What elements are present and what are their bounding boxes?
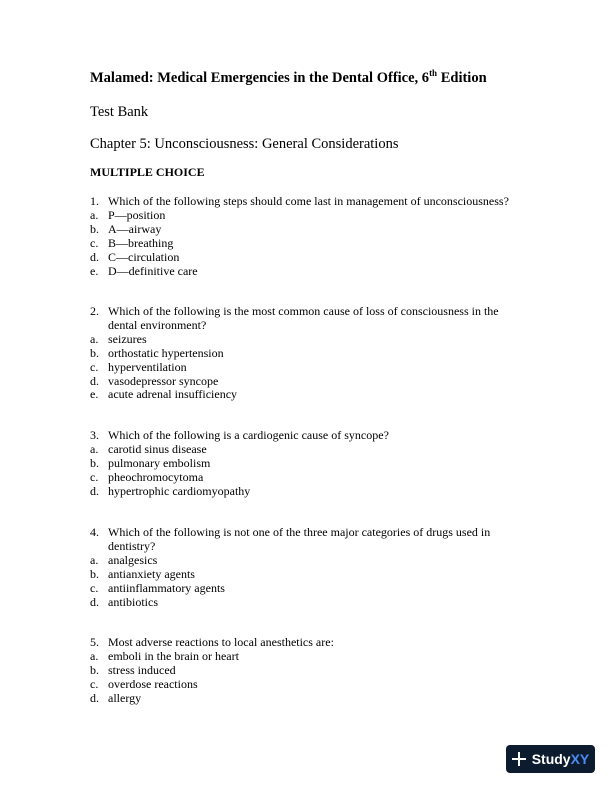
option-text: allergy <box>108 690 142 705</box>
option-text: antiinflammatory agents <box>108 580 225 595</box>
option-text: orthostatic hypertension <box>108 345 224 360</box>
question-1 <box>90 195 530 278</box>
option-letter: c. <box>90 676 99 691</box>
badge-brand <box>532 751 590 767</box>
option-text: A—airway <box>108 221 162 236</box>
document-title <box>90 70 487 87</box>
option-letter: a. <box>90 552 99 567</box>
option-letter: e. <box>90 263 99 278</box>
option-text: P—position <box>108 207 166 222</box>
answer-option <box>90 596 530 610</box>
option-text: carotid sinus disease <box>108 441 207 456</box>
question-text: Which of the following steps should come last in management of unconsciousness? <box>108 194 509 208</box>
question-number: 3. <box>90 428 99 442</box>
question-number: 2. <box>90 304 99 318</box>
option-text: C—circulation <box>108 249 180 264</box>
question-stem <box>90 636 530 650</box>
option-letter: c. <box>90 235 99 250</box>
option-text: seizures <box>108 331 147 346</box>
option-letter: c. <box>90 359 99 374</box>
question-stem <box>90 195 530 209</box>
answer-option <box>90 457 530 471</box>
option-text: hypertrophic cardiomyopathy <box>108 483 251 498</box>
option-letter: a. <box>90 331 99 346</box>
brand-accent: XY <box>570 751 590 767</box>
answer-option <box>90 375 530 389</box>
document-subtitle: Test Bank <box>90 104 149 120</box>
chapter-heading: Chapter 5: Unconsciousness: General Considerations <box>90 136 399 152</box>
question-text: Which of the following is a cardiogenic cause of syncope? <box>108 428 389 442</box>
answer-option <box>90 237 530 251</box>
question-stem <box>90 526 530 554</box>
answer-option <box>90 361 530 375</box>
option-letter: c. <box>90 580 99 595</box>
question-number: 1. <box>90 194 99 208</box>
option-text: overdose reactions <box>108 676 198 691</box>
question-stem <box>90 429 530 443</box>
option-letter: d. <box>90 690 99 705</box>
answer-option <box>90 265 530 279</box>
brand-main: Study <box>531 751 571 767</box>
option-text: D—definitive care <box>108 263 198 278</box>
studyxy-badge[interactable] <box>506 745 595 773</box>
option-letter: a. <box>90 648 99 663</box>
answer-option <box>90 664 530 678</box>
option-text: pulmonary embolism <box>108 455 211 470</box>
option-letter: a. <box>90 441 99 456</box>
answer-option <box>90 554 530 568</box>
option-letter: b. <box>90 662 99 677</box>
answer-option <box>90 333 530 347</box>
option-letter: d. <box>90 373 99 388</box>
option-letter: d. <box>90 483 99 498</box>
question-text: Most adverse reactions to local anesthetics are: <box>108 635 334 649</box>
option-text: emboli in the brain or heart <box>108 648 239 663</box>
plus-icon <box>512 752 526 766</box>
answer-option <box>90 251 530 265</box>
option-text: acute adrenal insufficiency <box>108 387 238 402</box>
answer-option <box>90 443 530 457</box>
section-heading: MULTIPLE CHOICE <box>90 165 205 179</box>
question-stem <box>90 305 530 333</box>
option-text: stress induced <box>108 662 176 677</box>
question-5 <box>90 636 530 706</box>
answer-option <box>90 485 530 499</box>
question-3 <box>90 429 530 499</box>
option-letter: a. <box>90 207 99 222</box>
option-text: B—breathing <box>108 235 174 250</box>
question-4 <box>90 526 530 609</box>
option-letter: c. <box>90 469 99 484</box>
option-letter: b. <box>90 455 99 470</box>
answer-option <box>90 223 530 237</box>
option-letter: b. <box>90 345 99 360</box>
option-text: hyperventilation <box>108 359 187 374</box>
option-text: antianxiety agents <box>108 566 195 581</box>
title-main: Malamed: Medical Emergencies in the Dental Office, 6 <box>90 70 430 86</box>
question-text: Which of the following is not one of the three major categories of drugs used in dentistry? <box>108 525 491 553</box>
answer-option <box>90 650 530 664</box>
title-end: Edition <box>437 70 487 86</box>
answer-option <box>90 347 530 361</box>
option-text: vasodepressor syncope <box>108 373 219 388</box>
question-2 <box>90 305 530 402</box>
answer-option <box>90 692 530 706</box>
answer-option <box>90 678 530 692</box>
option-text: antibiotics <box>108 594 158 609</box>
answer-option <box>90 209 530 223</box>
question-text: Which of the following is the most common cause of loss of consciousness in the dental environment? <box>108 304 499 332</box>
question-number: 5. <box>90 635 99 649</box>
option-text: analgesics <box>108 552 158 567</box>
answer-option <box>90 388 530 402</box>
answer-option <box>90 568 530 582</box>
option-letter: d. <box>90 594 99 609</box>
option-letter: d. <box>90 249 99 264</box>
option-letter: e. <box>90 387 99 402</box>
title-superscript: th <box>429 68 438 79</box>
option-letter: b. <box>90 566 99 581</box>
answer-option <box>90 471 530 485</box>
question-number: 4. <box>90 525 99 539</box>
answer-option <box>90 582 530 596</box>
option-text: pheochromocytoma <box>108 469 204 484</box>
option-letter: b. <box>90 221 99 236</box>
